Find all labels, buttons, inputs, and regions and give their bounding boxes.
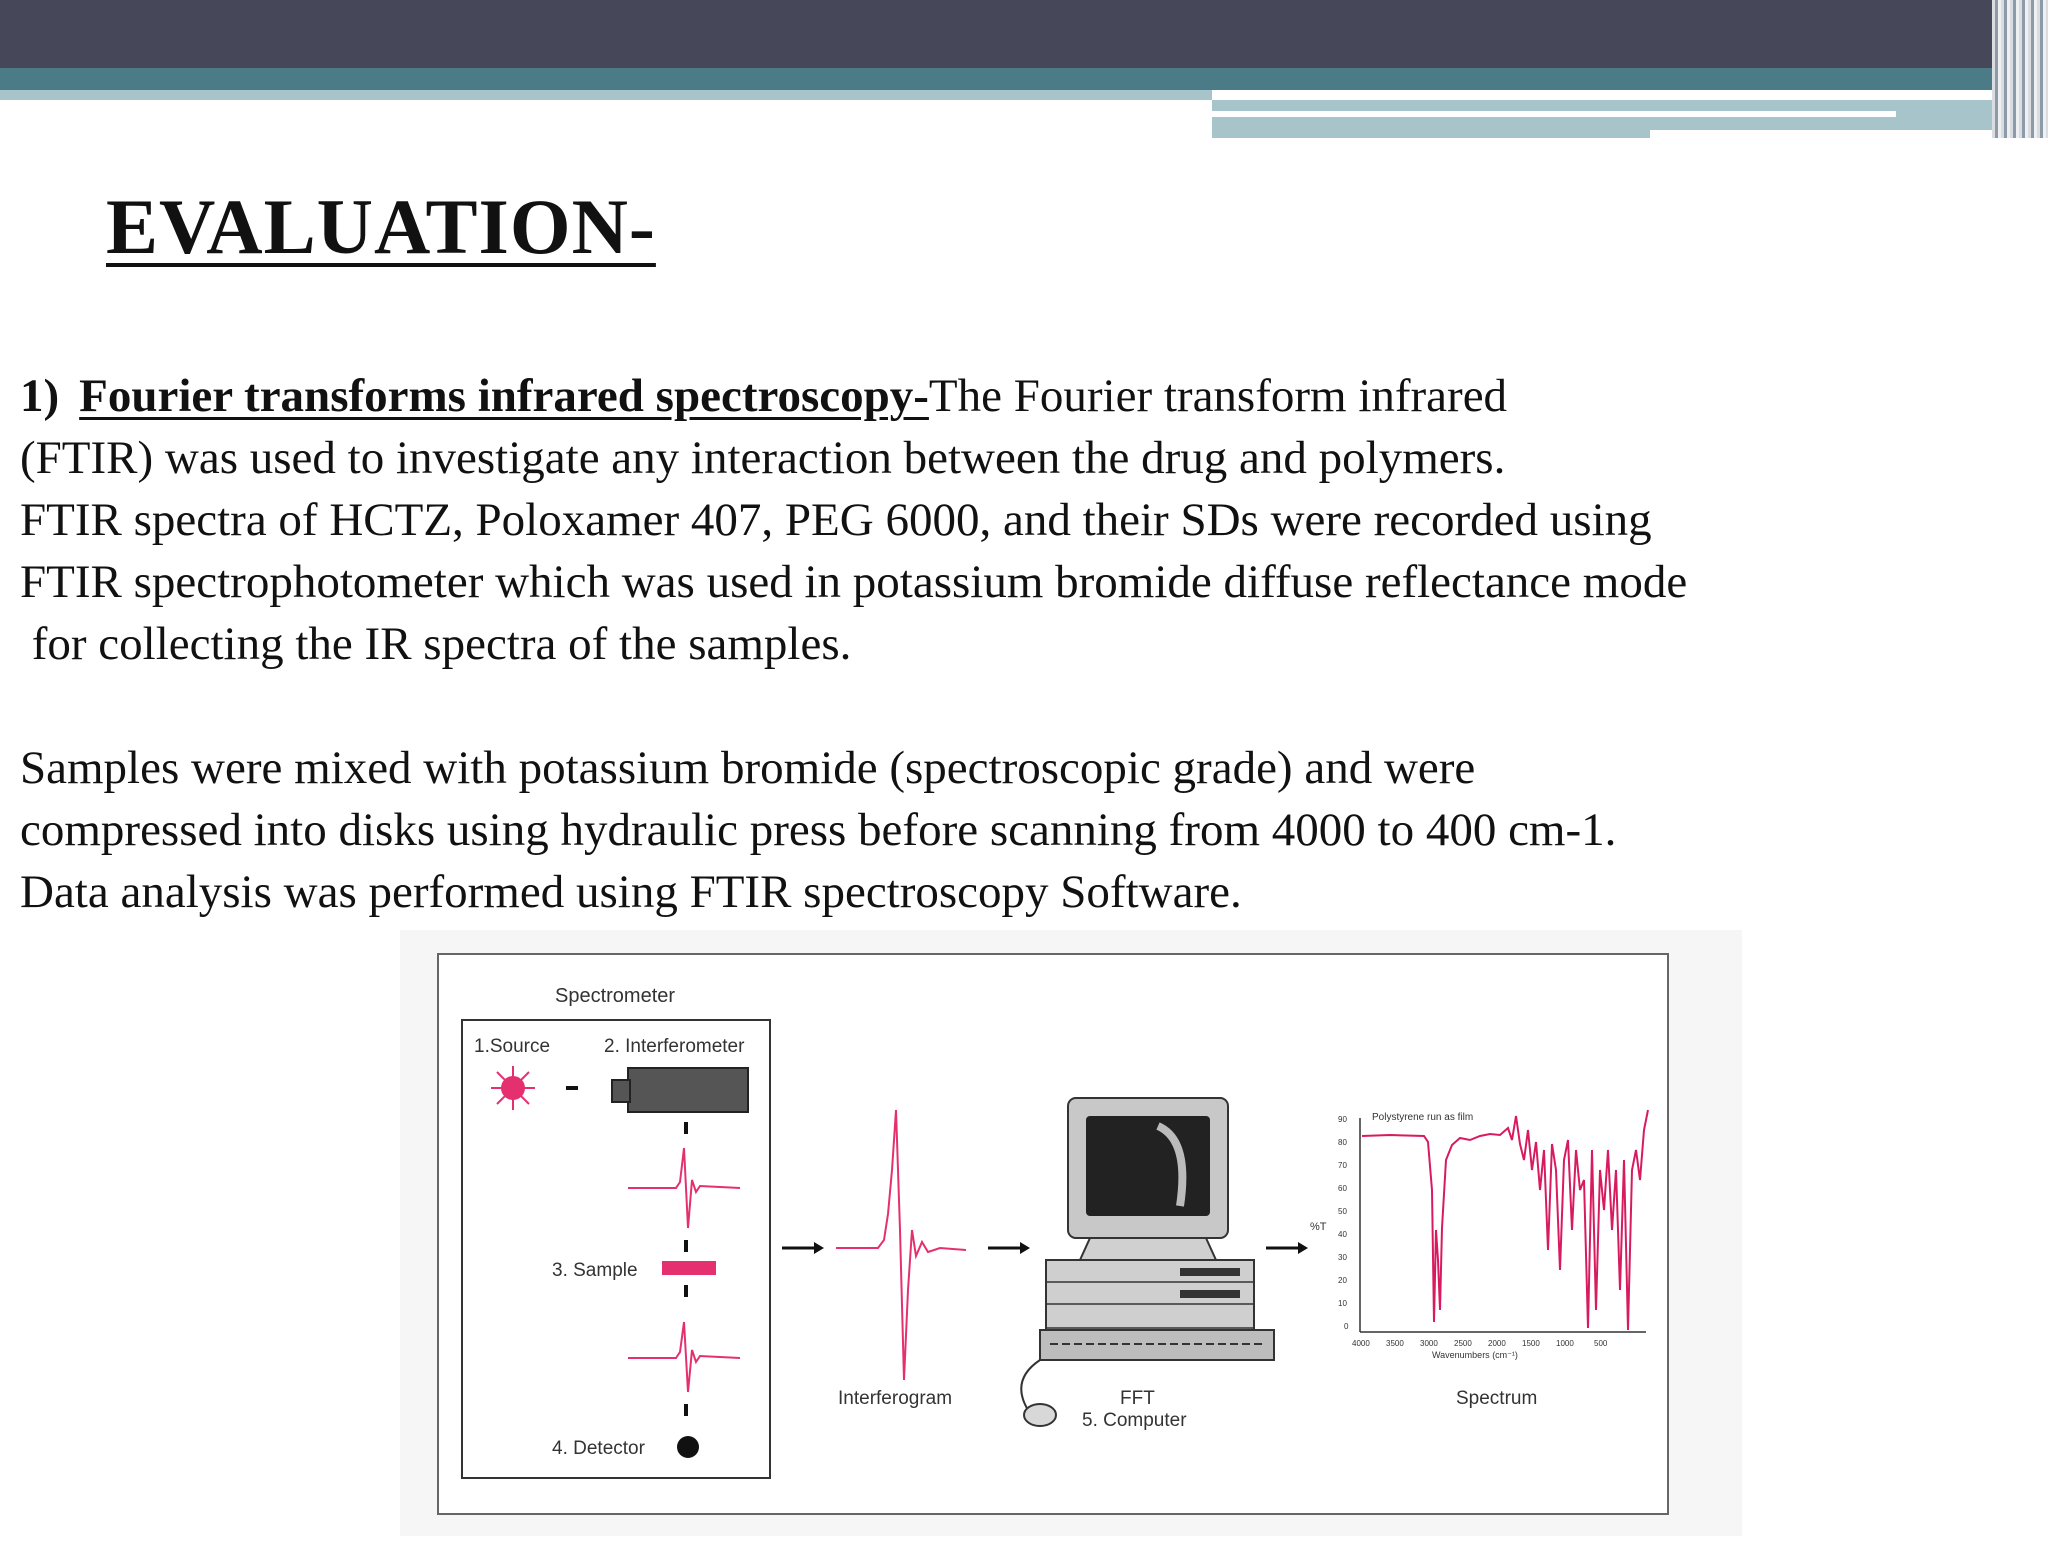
para2-line2: compressed into disks using hydraulic press before scanning from 4000 to 400 cm-1. [20, 804, 1617, 856]
xtick-1500: 1500 [1522, 1339, 1540, 1348]
source-icon [491, 1066, 535, 1110]
ytick-60: 60 [1338, 1184, 1347, 1193]
para1-line4: FTIR spectrophotometer which was used in potassium bromide diffuse reflectance mode [20, 556, 1688, 608]
fft-label: FFT [1120, 1388, 1155, 1409]
top-band-light [0, 90, 1212, 100]
slide-title: EVALUATION- [106, 183, 656, 270]
xtick-4000: 4000 [1352, 1339, 1370, 1348]
ytick-50: 50 [1338, 1207, 1347, 1216]
paragraph-gap [20, 675, 2040, 737]
plot-title: Polystyrene run as film [1372, 1112, 1474, 1123]
top-band-highlight [1212, 111, 1896, 117]
slide-body [20, 365, 2040, 923]
top-band-highlight-2 [1650, 130, 2010, 138]
para1-line2: (FTIR) was used to investigate any interaction between the drug and polymers. [20, 432, 1506, 484]
top-banner [0, 0, 2048, 68]
xtick-3000: 3000 [1420, 1339, 1438, 1348]
para1-line1-text: The Fourier transform infrared [928, 370, 1508, 422]
spectrum-label: Spectrum [1456, 1388, 1538, 1409]
section-number: 1) [20, 370, 60, 422]
spectrometer-label: Spectrometer [555, 985, 676, 1007]
detector-icon [677, 1436, 699, 1458]
xtick-1000: 1000 [1556, 1339, 1574, 1348]
para1-line5: for collecting the IR spectra of the samples. [20, 618, 852, 670]
sample-icon [662, 1261, 716, 1275]
ftir-diagram [400, 930, 1742, 1536]
ytick-80: 80 [1338, 1138, 1347, 1147]
xtick-2500: 2500 [1454, 1339, 1472, 1348]
xtick-3500: 3500 [1386, 1339, 1404, 1348]
para1-line3: FTIR spectra of HCTZ, Poloxamer 407, PEG 6000, and their SDs were recorded using [20, 494, 1652, 546]
interferometer-label: 2. Interferometer [604, 1036, 745, 1057]
plot-xlabel: Wavenumbers (cm⁻¹) [1432, 1350, 1518, 1360]
ytick-30: 30 [1338, 1253, 1347, 1262]
ytick-0: 0 [1344, 1322, 1349, 1331]
sample-label: 3. Sample [552, 1260, 638, 1281]
interferometer-icon [612, 1068, 748, 1112]
ytick-90: 90 [1338, 1115, 1347, 1124]
ytick-20: 20 [1338, 1276, 1347, 1285]
xtick-2000: 2000 [1488, 1339, 1506, 1348]
xtick-500: 500 [1594, 1339, 1608, 1348]
source-label: 1.Source [474, 1036, 551, 1057]
para2-line3: Data analysis was performed using FTIR spectroscopy Software. [20, 866, 1242, 918]
corner-stripes [1992, 0, 2048, 138]
para1-line1 [20, 365, 2040, 427]
ftir-diagram-svg [400, 930, 1742, 1536]
para2-line1: Samples were mixed with potassium bromide (spectroscopic grade) and were [20, 742, 1476, 794]
top-band [0, 68, 2048, 90]
ytick-40: 40 [1338, 1230, 1347, 1239]
ytick-70: 70 [1338, 1161, 1347, 1170]
ytick-10: 10 [1338, 1299, 1347, 1308]
plot-ylabel: %T [1310, 1221, 1327, 1233]
detector-label: 4. Detector [552, 1438, 645, 1459]
interferogram-label: Interferogram [838, 1388, 953, 1409]
computer-label: 5. Computer [1082, 1410, 1187, 1431]
section-heading: Fourier transforms infrared spectroscopy- [79, 370, 929, 422]
